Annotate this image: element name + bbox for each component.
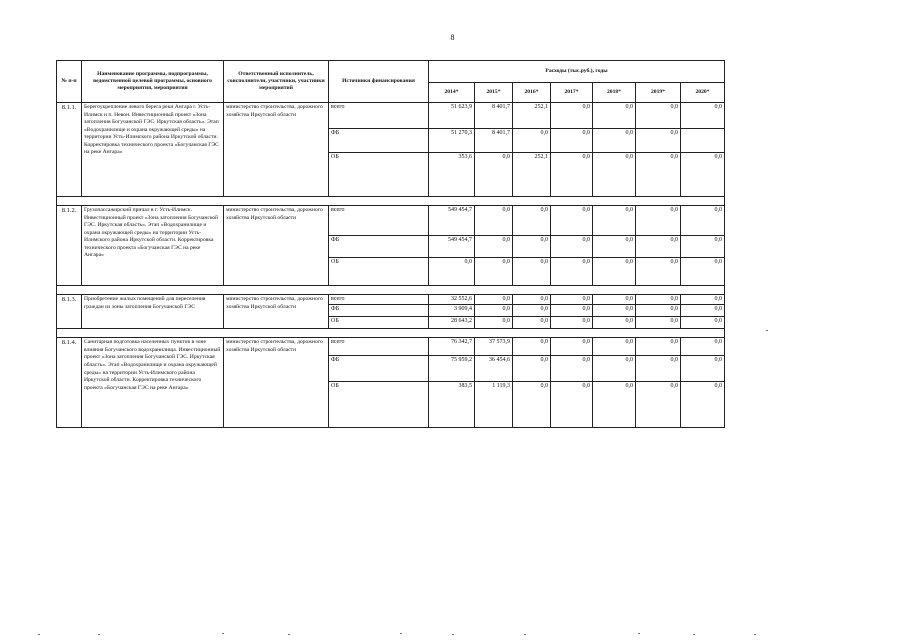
expense-value: 0,0 <box>681 295 725 305</box>
expense-value: 0,0 <box>636 206 681 236</box>
expense-value: 0,0 <box>681 317 725 329</box>
expense-value: 0,0 <box>593 103 636 129</box>
expense-value: 0,0 <box>475 153 513 197</box>
expense-value: 0,0 <box>551 295 593 305</box>
expense-value: 8 401,7 <box>475 129 513 153</box>
expense-value: 0,0 <box>593 258 636 286</box>
expense-value: 0,0 <box>551 153 593 197</box>
header-year: 2018* <box>593 83 636 103</box>
expense-value: 0,0 <box>593 305 636 317</box>
expense-value: 0,0 <box>551 356 593 382</box>
header-source: Источники финансирования <box>329 61 429 103</box>
scan-speck <box>38 634 40 635</box>
table-row <box>57 338 725 356</box>
expense-value: 0,0 <box>551 103 593 129</box>
row-spacer <box>57 329 725 338</box>
header-year: 2014* <box>429 83 475 103</box>
expense-value: 32 552,6 <box>429 295 475 305</box>
expense-value: 0,0 <box>475 317 513 329</box>
row-number: 8.1.1. <box>57 103 82 197</box>
expense-value: 0,0 <box>681 206 725 236</box>
expense-value: 0,0 <box>681 236 725 258</box>
expense-value: 0,0 <box>475 236 513 258</box>
expense-value: 0,0 <box>513 382 551 428</box>
expense-value: 0,0 <box>681 382 725 428</box>
expense-value: 0,0 <box>636 295 681 305</box>
table-header <box>57 61 725 103</box>
expense-value: 0,0 <box>513 305 551 317</box>
expense-value: 0,0 <box>636 356 681 382</box>
expense-value: 3 909,4 <box>429 305 475 317</box>
expense-value: 0,0 <box>593 317 636 329</box>
row-number: 8.1.3. <box>57 295 82 329</box>
table-body <box>57 103 725 428</box>
expense-value: 0,0 <box>551 382 593 428</box>
row-spacer <box>57 197 725 206</box>
measure-name: Приобретение жилых помещений для переселения граждан из зоны затопления Богучанской ГЭС <box>82 295 224 329</box>
expense-value: 0,0 <box>681 103 725 129</box>
executor: министерство строительства, дорожного хозяйства Иркутской области <box>224 338 329 428</box>
scan-speck <box>754 634 756 635</box>
expense-value: 0,0 <box>636 317 681 329</box>
expense-value: 0,0 <box>593 206 636 236</box>
expense-value: 1 119,3 <box>475 382 513 428</box>
executor: министерство строительства, дорожного хозяйства Иркутской области <box>224 103 329 197</box>
expense-value: 0,0 <box>636 236 681 258</box>
expense-value: 0,0 <box>593 356 636 382</box>
measure-name: Берегоукрепление левого берега реки Ангара г. Усть-Илимск и п. Невон. Инвестиционный проект «Зона затопления Богучанской ГЭС. Иркутская область». Этап «Водохранилище и охрана окружающей среды» на территории Усть-Илимского района Иркутской области. Корректировка технического проекта «Богучанская ГЭС на реке Ангара» <box>82 103 224 197</box>
expense-value: 0,0 <box>593 338 636 356</box>
expense-value: 0,0 <box>636 338 681 356</box>
funding-source: ФБ <box>329 129 429 153</box>
executor: министерство строительства, дорожного хозяйства Иркутской области <box>224 206 329 286</box>
header-year: 2015* <box>475 83 513 103</box>
expense-value: 0,0 <box>593 382 636 428</box>
expense-value: 75 959,2 <box>429 356 475 382</box>
table-row <box>57 103 725 129</box>
funding-source: всего <box>329 103 429 129</box>
funding-source: ОБ <box>329 153 429 197</box>
funding-source: ОБ <box>329 382 429 428</box>
expense-value: 0,0 <box>429 258 475 286</box>
expense-value: 0,0 <box>551 338 593 356</box>
expense-value: 0,0 <box>513 356 551 382</box>
scan-speck <box>288 634 290 635</box>
expense-value: 383,5 <box>429 382 475 428</box>
expense-value: 37 573,9 <box>475 338 513 356</box>
expense-value: 0,0 <box>513 317 551 329</box>
header-year: 2020* <box>681 83 725 103</box>
funding-source: всего <box>329 338 429 356</box>
budget-table <box>56 60 725 428</box>
expense-value: 0,0 <box>593 153 636 197</box>
header-executor: Ответственный исполнитель, соисполнители, участники, участники мероприятий <box>224 61 329 103</box>
funding-source: всего <box>329 295 429 305</box>
expense-value: 0,0 <box>681 356 725 382</box>
expense-value: 76 342,7 <box>429 338 475 356</box>
funding-source: ОБ <box>329 317 429 329</box>
scan-speck <box>766 330 768 331</box>
expense-value: 549 454,7 <box>429 236 475 258</box>
expense-value: 0,0 <box>551 305 593 317</box>
expense-value: 0,0 <box>513 236 551 258</box>
expense-value: 0,0 <box>551 317 593 329</box>
scan-speck <box>638 633 640 634</box>
scan-speck <box>693 634 695 635</box>
expense-value <box>681 129 725 153</box>
table-row <box>57 206 725 236</box>
expense-value: 8 401,7 <box>475 103 513 129</box>
expense-value: 0,0 <box>551 236 593 258</box>
header-name: Наименование программы, подпрограммы, ведомственной целевой программы, основного мероприятия, мероприятия <box>82 61 224 103</box>
header-num: № п-п <box>57 61 82 103</box>
measure-name: Грузопассажирский причал в г. Усть-Илимск. Инвестиционный проект «Зона затопления Богучанской ГЭС. Иркутская область». Этап «Водохранилище и охрана окружающей среды» на территории Усть-Илимского района Иркутской области. Корректировка технического проекта «Богучанская ГЭС на реке Ангара» <box>82 206 224 286</box>
row-number: 8.1.2. <box>57 206 82 286</box>
expense-value: 0,0 <box>593 236 636 258</box>
funding-source: ФБ <box>329 305 429 317</box>
measure-name: Санитарная подготовка населенных пунктов в зоне влияния Богучанского водохранилища. Инвестиционный проект «Зона затопления Богучанской ГЭС. Иркутская область». Этап «Водохранилище и охрана окружающей среды» на территории Усть-Илимского района Иркутской области. Корректировка технического проекта «Богучанская ГЭС на реке Ангара» <box>82 338 224 428</box>
expense-value: 0,0 <box>513 338 551 356</box>
expense-value: 0,0 <box>475 305 513 317</box>
expense-value: 0,0 <box>475 206 513 236</box>
expense-value: 0,0 <box>636 258 681 286</box>
expense-value: 0,0 <box>593 129 636 153</box>
row-spacer-cell <box>57 197 725 206</box>
expense-value: 0,0 <box>636 129 681 153</box>
scan-speck <box>98 634 100 635</box>
funding-source: ОБ <box>329 258 429 286</box>
expense-value: 0,0 <box>513 129 551 153</box>
row-spacer-cell <box>57 329 725 338</box>
expense-value: 28 643,2 <box>429 317 475 329</box>
expense-value: 0,0 <box>513 295 551 305</box>
expense-value: 0,0 <box>636 153 681 197</box>
expense-value: 0,0 <box>513 206 551 236</box>
table-row <box>57 295 725 305</box>
expense-value: 0,0 <box>636 382 681 428</box>
expense-value: 0,0 <box>593 295 636 305</box>
expense-value: 0,0 <box>475 295 513 305</box>
funding-source: всего <box>329 206 429 236</box>
expense-value: 0,0 <box>475 258 513 286</box>
funding-source: ФБ <box>329 236 429 258</box>
expense-value: 0,0 <box>681 305 725 317</box>
expense-value: 51 623,9 <box>429 103 475 129</box>
expense-value: 252,1 <box>513 153 551 197</box>
expense-value: 353,6 <box>429 153 475 197</box>
header-year: 2016* <box>513 83 551 103</box>
expense-value: 0,0 <box>681 338 725 356</box>
scan-speck <box>222 633 224 634</box>
expense-value: 0,0 <box>636 305 681 317</box>
expense-value: 252,1 <box>513 103 551 129</box>
header-year: 2019* <box>636 83 681 103</box>
expense-value: 0,0 <box>681 258 725 286</box>
row-spacer-cell <box>57 286 725 295</box>
page-number: 8 <box>450 33 455 42</box>
expense-value: 549 454,7 <box>429 206 475 236</box>
header-year: 2017* <box>551 83 593 103</box>
funding-source: ФБ <box>329 356 429 382</box>
scan-speck <box>524 634 526 635</box>
expense-value: 0,0 <box>681 153 725 197</box>
header-expenses: Расходы (тыс.руб.), годы <box>429 61 725 83</box>
expense-value: 0,0 <box>551 206 593 236</box>
executor: министерство строительства, дорожного хозяйства Иркутской области <box>224 295 329 329</box>
row-number: 8.1.4. <box>57 338 82 428</box>
row-spacer <box>57 286 725 295</box>
expense-value: 0,0 <box>551 129 593 153</box>
expense-value: 36 454,6 <box>475 356 513 382</box>
expense-value: 0,0 <box>636 103 681 129</box>
scan-speck <box>400 633 402 634</box>
expense-value: 0,0 <box>513 258 551 286</box>
expense-value: 51 270,3 <box>429 129 475 153</box>
scan-speck <box>452 634 454 635</box>
expense-value: 0,0 <box>551 258 593 286</box>
